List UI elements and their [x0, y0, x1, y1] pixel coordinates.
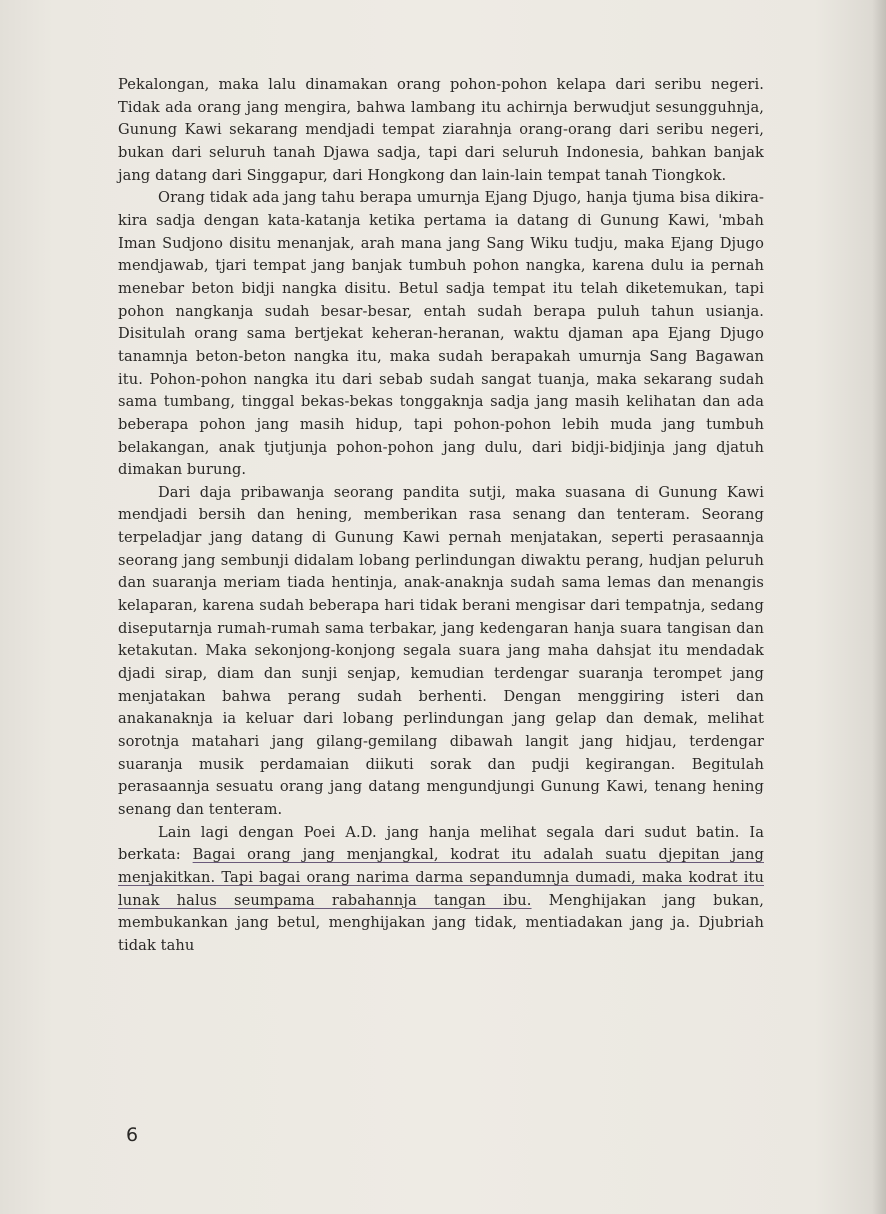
paragraph-3-text: Dari daja pribawanja seorang pandita sutji, maka suasana di Gunung Kawi mendjadi bersih dan hening, memberikan rasa senang dan tenteram. Seorang terpeladjar jang datang di Gunung Kawi pernah menjatakan, seperti perasaannja seorang jang sembunji didalam lobang perlindungan diwaktu perang, hudjan peluruh dan suaranja meriam tiada hentinja, anak-anaknja sudah sama lemas dan menangis kelaparan, karena sudah beberapa hari tidak berani mengisar dari tempatnja, sedang diseputarnja rumah-rumah sama terbakar, jang kedengaran hanja suara tangisan dan ketakutan. Maka sekonjong-konjong segala suara jang maha dahsjat itu mendadak djadi sirap, diam dan sunji senjap, kemudian terdengar suaranja terompet jang menjatakan bahwa perang sudah berhenti. Dengan menggiring isteri dan anakanaknja ia keluar dari lobang perlindungan jang gelap dan demak, melihat sorotnja matahari jang gilang-gemilang dibawah langit jang hidjau, terdengar suaranja musik perdamaian diikuti sorak dan pudji kegirangan. Begitulah perasaannja sesuatu orang jang datang mengundjungi Gunung Kawi, tenang hening senang dan tenteram.	[118, 483, 764, 818]
paragraph-1-text: Pekalongan, maka lalu dinamakan orang pohon-pohon kelapa dari seribu negeri. Tidak ada orang jang mengira, bahwa lambang itu achirnja berwudjut sesungguhnja, Gunung Kawi sekarang mendjadi tempat ziarahnja orang-orang dari seribu negeri, bukan dari seluruh tanah Djawa sadja, tapi dari seluruh Indonesia, bahkan banjak jang datang dari Singgapur, dari Hongkong dan lain-lain tempat tanah Tiongkok.	[118, 76, 764, 184]
paragraph-4-continuation: Menghijakan jang bukan, membukankan jang betul, menghijakan jang tidak, mentiadakan jang ja. Djubriah tidak tahu	[118, 891, 764, 954]
body-text	[118, 74, 764, 958]
page-edge-shadow	[872, 0, 886, 1214]
page-number: 6	[126, 1124, 139, 1146]
paragraph-1	[118, 74, 764, 187]
paragraph-4-intro: Lain lagi dengan Poei A.D. jang hanja melihat segala dari sudut batin. Ia berkata:	[118, 823, 764, 864]
paragraph-4	[118, 822, 764, 958]
paragraph-2-text: Orang tidak ada jang tahu berapa umurnja Ejang Djugo, hanja tjuma bisa dikira-kira sadja dengan kata-katanja ketika pertama ia datang di Gunung Kawi, 'mbah Iman Sudjono disitu menanjak, arah mana jang Sang Wiku tudju, maka Ejang Djugo mendjawab, tjari tempat jang banjak tumbuh pohon nangka, karena dulu ia pernah menebar beton bidji nangka disitu. Betul sadja tempat itu telah diketemukan, tapi pohon nangkanja sudah besar-besar, entah sudah berapa puluh tahun usianja. Disitulah orang sama bertjekat keheran-heranan, waktu djaman apa Ejang Djugo tanamnja beton-beton nangka itu, maka sudah berapakah umurnja Sang Bagawan itu. Pohon-pohon nangka itu dari sebab sudah sangat tuanja, maka sekarang sudah sama tumbang, tinggal bekas-bekas tonggaknja sadja jang masih kelihatan dan ada beberapa pohon jang masih hidup, tapi pohon-pohon lebih muda jang tumbuh belakangan, anak tjutjunja pohon-pohon jang dulu, dari bidji-bidjinja jang djatuh dimakan burung.	[118, 189, 764, 479]
paragraph-2	[118, 187, 764, 482]
underlined-quote: Bagai orang jang menjangkal, kodrat itu adalah suatu djepitan jang menjakitkan. Tapi bagai orang narima darma sepandumnja dumadi, maka kodrat itu lunak halus seumpama rabahannja tangan ibu.	[118, 846, 764, 909]
paragraph-3	[118, 482, 764, 822]
